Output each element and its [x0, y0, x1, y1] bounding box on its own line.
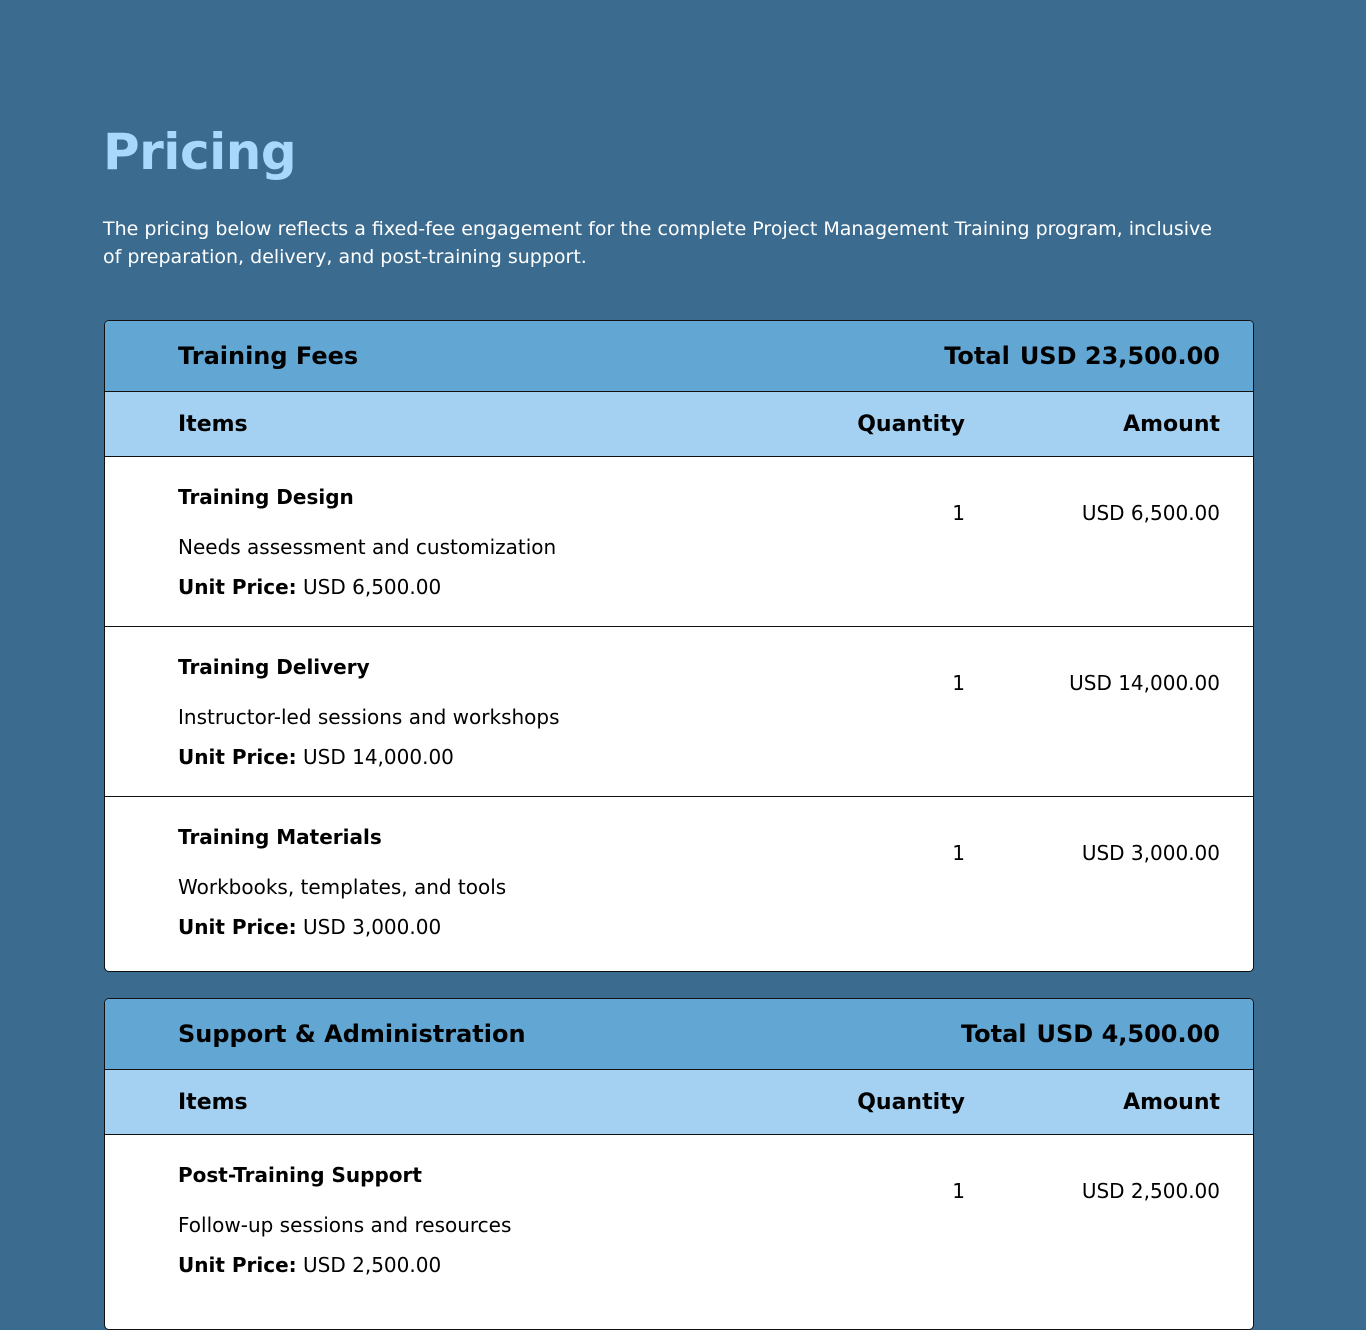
- item-quantity: 1: [952, 841, 965, 865]
- item-amount: USD 2,500.00: [1081, 1179, 1220, 1203]
- column-header-items: Items: [178, 1090, 248, 1115]
- column-header-amount: Amount: [1123, 1090, 1220, 1115]
- unit-price-value: USD 2,500.00: [303, 1253, 442, 1277]
- table-row: [105, 1135, 1253, 1305]
- item-unit-price: [178, 575, 441, 599]
- column-header-amount: Amount: [1123, 412, 1220, 437]
- item-amount: USD 3,000.00: [1081, 841, 1220, 865]
- item-quantity: 1: [952, 1179, 965, 1203]
- unit-price-value: USD 3,000.00: [303, 915, 442, 939]
- item-description: Instructor-led sessions and workshops: [178, 705, 560, 729]
- column-header-items: Items: [178, 412, 248, 437]
- unit-price-label: Unit Price:: [178, 745, 297, 769]
- section-title: Training Fees: [178, 342, 359, 370]
- item-amount: USD 6,500.00: [1081, 501, 1220, 525]
- section-total: [944, 342, 1220, 370]
- item-quantity: 1: [952, 671, 965, 695]
- item-quantity: 1: [952, 501, 965, 525]
- total-label: Total: [960, 1020, 1027, 1048]
- item-unit-price: [178, 745, 454, 769]
- section-header: [105, 321, 1253, 392]
- pricing-section-training-fees: [104, 320, 1254, 972]
- column-header-row: [105, 392, 1253, 457]
- intro-paragraph: The pricing below reflects a fixed-fee engagement for the complete Project Management Training program, inclusive of preparation, delivery, and post-training support.: [103, 218, 1212, 268]
- item-name: Post-Training Support: [178, 1163, 422, 1187]
- total-label: Total: [944, 342, 1010, 370]
- item-description: Needs assessment and customization: [178, 535, 557, 559]
- item-name: Training Delivery: [178, 655, 370, 679]
- unit-price-value: USD 14,000.00: [303, 745, 454, 769]
- item-name: Training Materials: [178, 825, 382, 849]
- table-row: [105, 797, 1253, 967]
- item-unit-price: [178, 1253, 441, 1277]
- item-description: Workbooks, templates, and tools: [178, 875, 507, 899]
- unit-price-label: Unit Price:: [178, 1253, 297, 1277]
- total-value: USD 4,500.00: [1036, 1020, 1220, 1048]
- column-header-quantity: Quantity: [857, 412, 965, 437]
- column-header-row: [105, 1070, 1253, 1135]
- item-amount: USD 14,000.00: [1069, 671, 1220, 695]
- section-total: [961, 1020, 1220, 1048]
- item-description: Follow-up sessions and resources: [178, 1213, 512, 1237]
- unit-price-label: Unit Price:: [178, 915, 297, 939]
- table-row: [105, 627, 1253, 797]
- table-row: [105, 457, 1253, 627]
- unit-price-label: Unit Price:: [178, 575, 297, 599]
- total-value: USD 23,500.00: [1019, 342, 1220, 370]
- pricing-section-support-administration: [104, 998, 1254, 1330]
- unit-price-value: USD 6,500.00: [303, 575, 442, 599]
- item-name: Training Design: [178, 485, 354, 509]
- column-header-quantity: Quantity: [857, 1090, 965, 1115]
- section-header: [105, 999, 1253, 1070]
- section-title: Support & Administration: [178, 1020, 526, 1048]
- item-unit-price: [178, 915, 441, 939]
- page-title: Pricing: [103, 123, 297, 181]
